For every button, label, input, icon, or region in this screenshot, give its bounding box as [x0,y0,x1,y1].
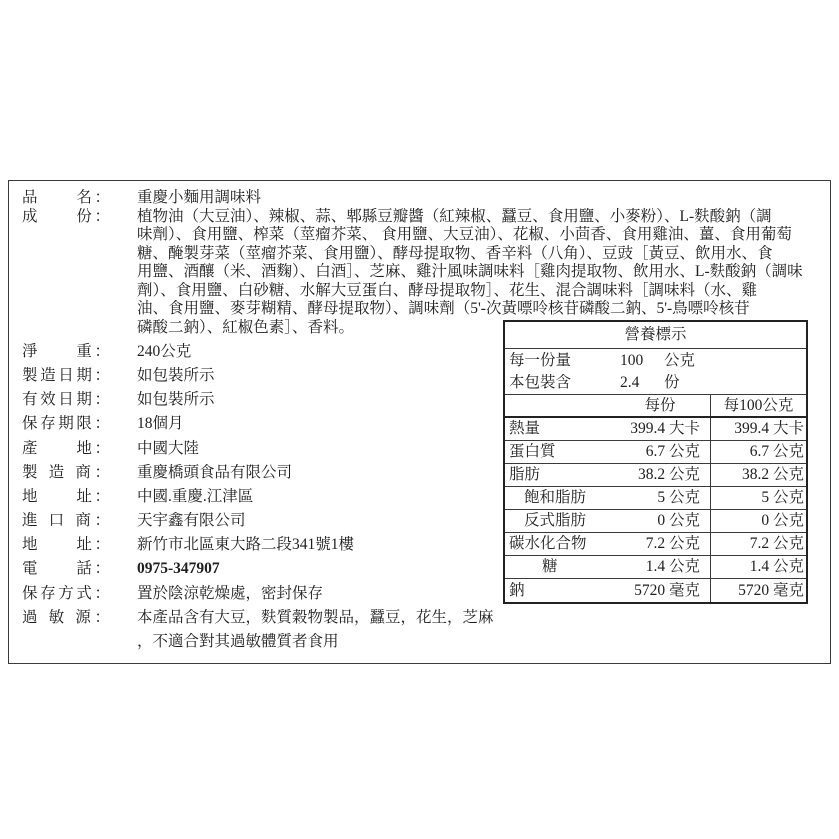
storage-method-value: 置於陰涼乾燥處，密封保存 [137,584,324,602]
manufacturer-address-value: 中國.重慶.江津區 [137,487,254,505]
nutrient-per-100g: 1.4 公克 [710,556,806,578]
nutrient-name: 脂肪 [509,466,541,483]
nutrient-row-energy [505,418,806,441]
manufacturer-label: 製 造 商： [22,463,110,481]
nutrition-column-headers [505,395,806,418]
manufacture-date-value: 如包裝所示 [137,367,215,385]
nutrient-row-sugar [505,556,806,579]
origin-row [22,437,494,461]
serving-size-value: 100 [620,352,644,369]
expiry-date-value: 如包裝所示 [137,391,215,409]
servings-per-package-value: 2.4 [620,374,640,391]
ingredients-label: 成 份： [22,207,110,225]
ingredients-line: 糖、醃製芽菜（莖瘤芥菜、食用鹽）、酵母提取物、香辛料（八角）、豆豉［黃豆、飲用水、食 [137,244,773,262]
expiry-date-label: 有效日期： [22,391,110,409]
serving-size-row [505,349,806,372]
importer-address-label: 地 址： [22,536,110,554]
importer-address-row [22,533,494,557]
ingredients-line: 磷酸二鈉）、紅椒色素］、香料。 [137,318,355,336]
servings-per-package-row [505,372,806,395]
nutrient-row-carbohydrate [505,533,806,556]
nutrient-per-serving: 1.4 公克 [645,558,700,575]
phone-label: 電 話： [22,560,110,578]
phone-row [22,557,494,581]
nutrient-row-protein [505,441,806,464]
servings-per-package-label: 本包裝含 [509,374,572,391]
nutrient-name: 糖 [542,558,558,575]
nutrient-per-serving: 7.2 公克 [645,535,700,552]
allergen-label: 過 敏 源： [22,608,110,626]
allergen-line: ，不適合對其過敏體質者食用 [137,632,339,650]
nutrient-per-serving: 399.4 大卡 [630,420,700,437]
serving-size-unit: 公克 [664,352,696,369]
nutrient-per-100g: 38.2 公克 [710,464,806,486]
ingredients-line: 用鹽、酒釀（米、酒麴）、白酒］、芝麻、雞汁風味調味料［雞肉提取物、飲用水、L-麩酸鈉（調味 [137,263,803,280]
nutrient-name: 蛋白質 [509,443,556,460]
nutrient-per-100g: 399.4 大卡 [710,418,806,440]
product-name-row [22,189,803,208]
manufacture-date-row [22,364,494,388]
serving-size-label: 每一份量 [509,352,572,369]
product-name-label: 品 名： [22,189,110,206]
manufacturer-address-row [22,485,494,509]
nutrition-title: 營養標示 [624,326,687,343]
nutrient-per-100g: 6.7 公克 [710,441,806,463]
manufacturer-value: 重慶橋頭食品有限公司 [137,463,293,481]
per-serving-header: 每份 [644,397,676,414]
nutrient-per-serving: 38.2 公克 [637,466,700,483]
net-weight-value: 240公克 [137,343,192,360]
storage-method-label: 保存方式： [22,584,110,602]
ingredients-line: 植物油（大豆油）、辣椒、蒜、郫縣豆瓣醬（紅辣椒、蠶豆、食用鹽、小麥粉）、L-麩酸鈉（調 [137,207,772,225]
nutrition-title-row [505,322,806,349]
per-100g-header: 每100公克 [710,395,806,416]
nutrient-per-100g: 0 公克 [710,510,806,532]
nutrient-row-saturated-fat [505,487,806,510]
nutrient-row-fat [505,464,806,487]
net-weight-label: 淨 重： [22,343,110,360]
importer-value: 天宇鑫有限公司 [137,512,246,530]
ingredients-line: 油、食用鹽、麥芽糊精、酵母提取物）、調味劑（5'-次黃嘌呤核苷磷酸二鈉、5'-鳥嘌呤核苷 [137,300,750,317]
nutrient-per-100g: 5 公克 [710,487,806,509]
nutrient-name: 碳水化合物 [509,535,587,552]
ingredients-row [22,208,803,338]
allergen-text [137,606,494,654]
phone-value: 0975-347907 [137,560,220,578]
name-and-ingredients [22,189,803,337]
importer-row [22,509,494,533]
nutrient-row-sodium [505,579,806,602]
details-list [22,340,494,654]
ingredients-line: 劑）、食用鹽、白砂糖、水解大豆蛋白、酵母提取物］、花生、混合調味料［調味料（水、雞 [137,281,758,299]
nutrient-per-serving: 6.7 公克 [645,443,700,460]
expiry-date-row [22,388,494,412]
servings-per-package-unit: 份 [664,374,680,391]
ingredients-text [137,208,803,338]
origin-value: 中國大陸 [137,439,200,457]
product-name-value: 重慶小麵用調味料 [137,189,262,206]
importer-address-value: 新竹市北區東大路二段341號1樓 [137,536,355,554]
nutrient-per-serving: 5720 毫克 [634,582,700,599]
storage-method-row [22,582,494,606]
nutrient-name: 飽和脂肪 [524,489,587,506]
manufacture-date-label: 製造日期： [22,367,110,385]
nutrient-row-trans-fat [505,510,806,533]
nutrient-name: 反式脂肪 [524,512,587,529]
net-weight-row [22,340,494,364]
nutrient-name: 鈉 [509,582,525,599]
nutrient-per-100g: 7.2 公克 [710,533,806,555]
label-frame [8,180,831,664]
origin-label: 產 地： [22,439,110,457]
nutrient-per-100g: 5720 毫克 [710,579,806,602]
ingredients-line: 味劑）、食用鹽、榨菜（莖瘤芥菜、 食用鹽、大豆油）、花椒、小茴香、食用雞油、薑、食用葡萄 [137,226,792,243]
shelf-life-label: 保存期限： [22,415,110,433]
shelf-life-row [22,412,494,436]
nutrient-per-serving: 0 公克 [657,512,700,529]
manufacturer-address-label: 地 址： [22,487,110,505]
allergen-line: 本產品含有大豆，麩質穀物製品，蠶豆，花生，芝麻 [137,608,494,626]
importer-label: 進 口 商： [22,512,110,530]
nutrition-table [503,320,808,604]
nutrient-name: 熱量 [509,420,541,437]
manufacturer-row [22,461,494,485]
nutrient-per-serving: 5 公克 [657,489,700,506]
allergen-row [22,606,494,654]
shelf-life-value: 18個月 [137,415,184,433]
